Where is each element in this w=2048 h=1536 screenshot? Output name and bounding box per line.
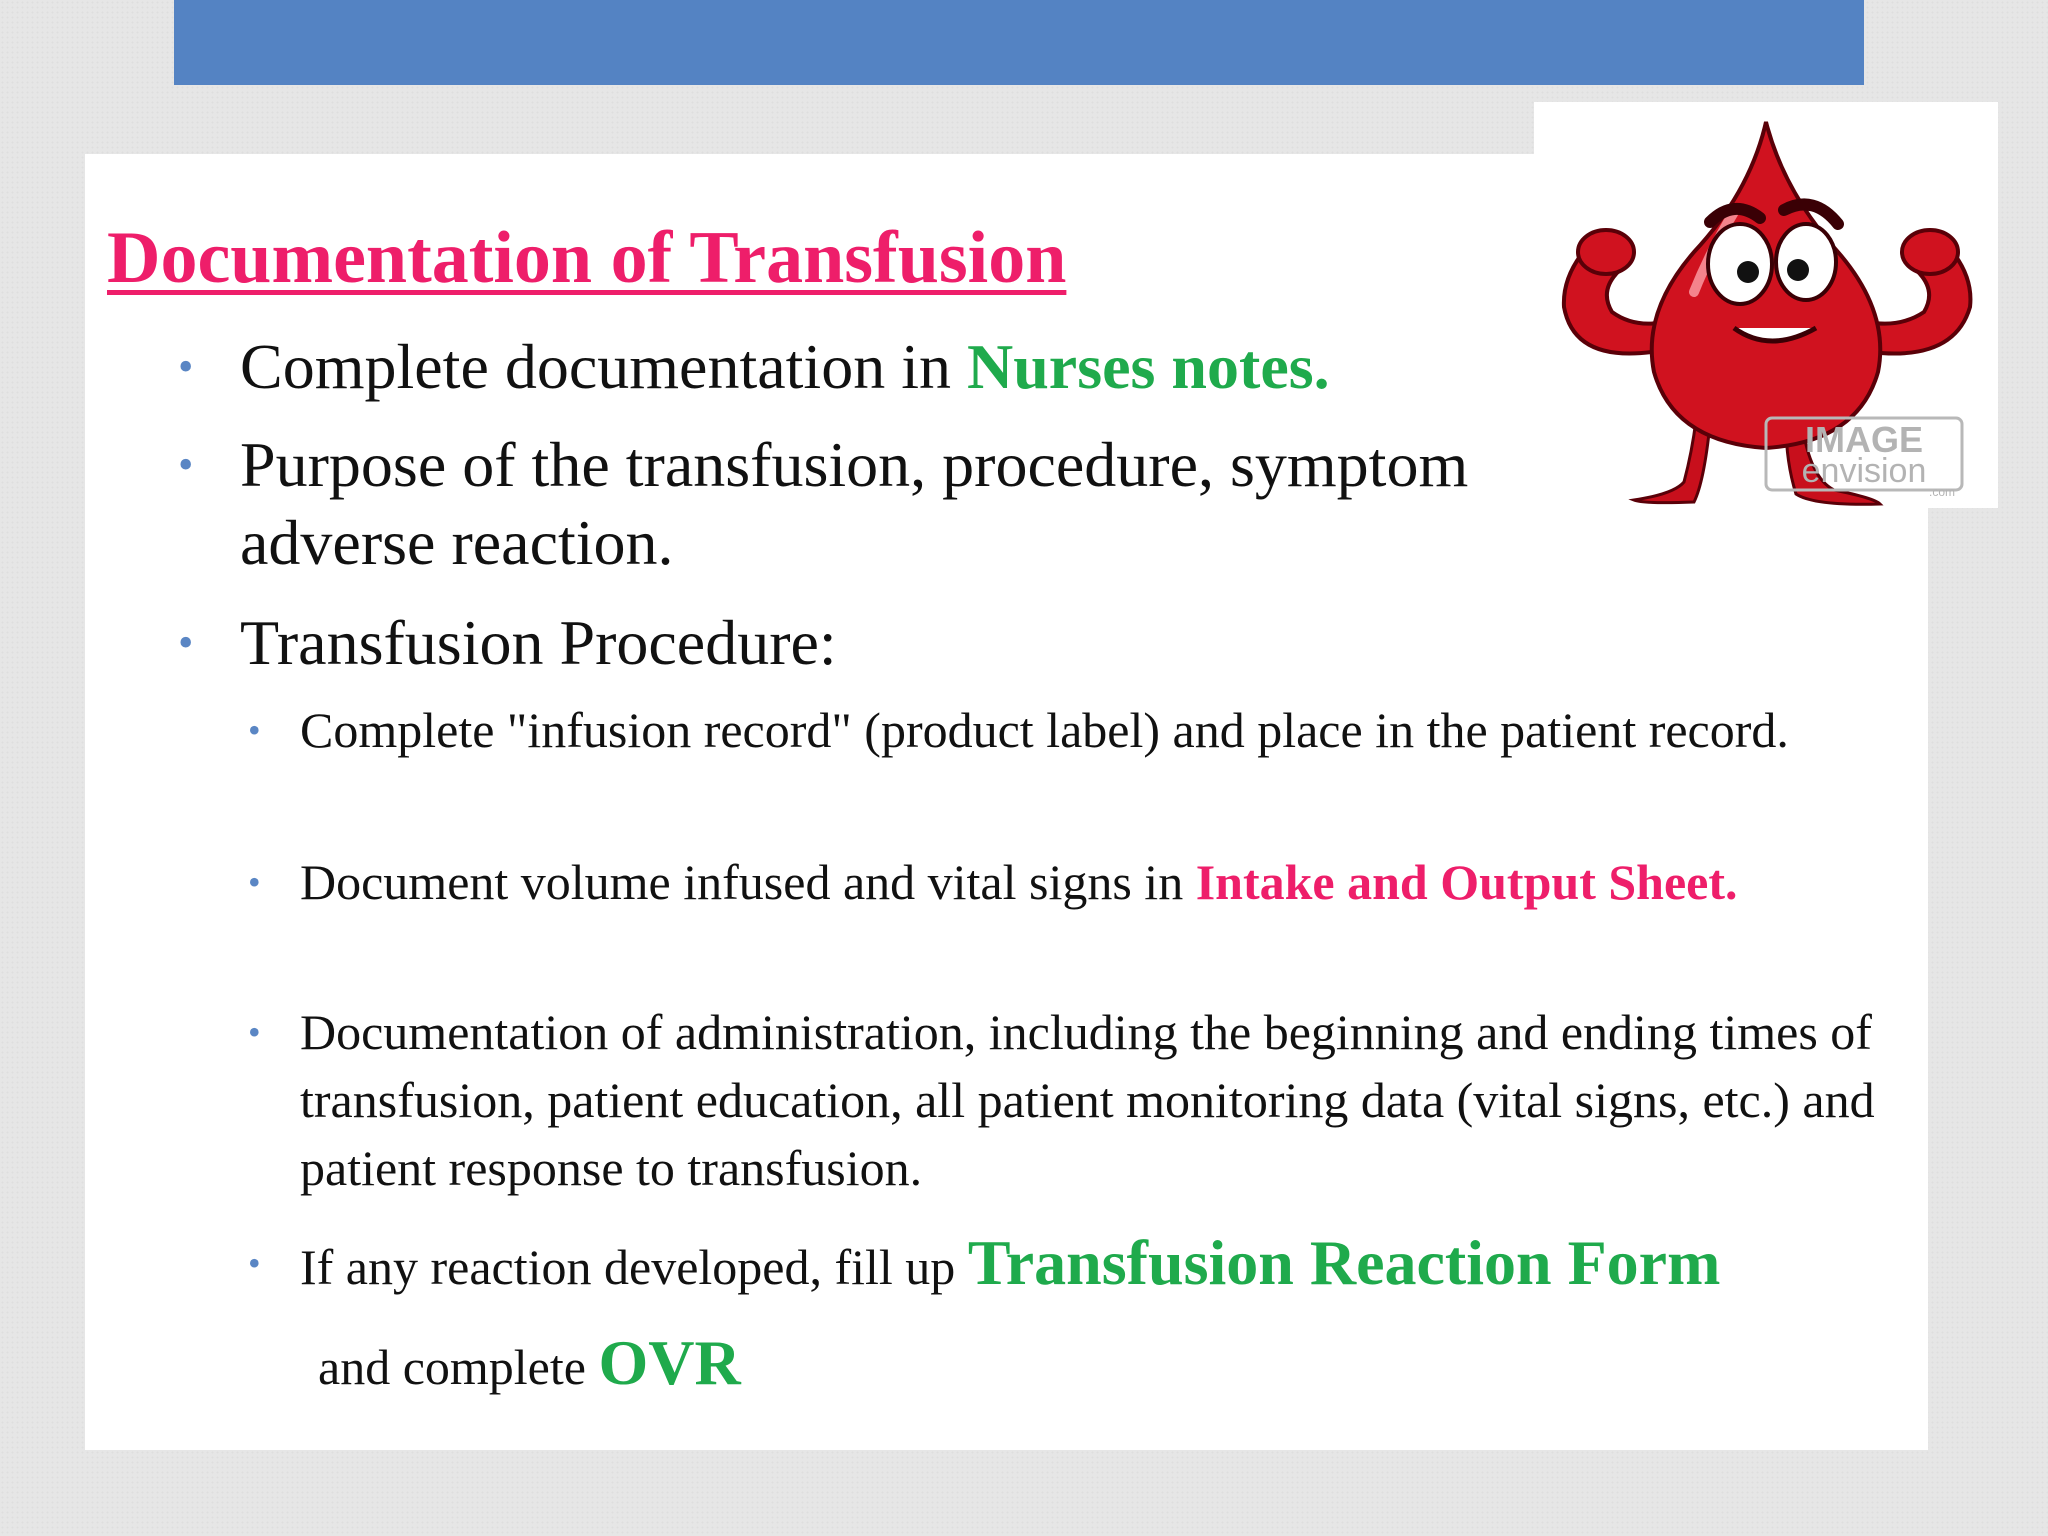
bullet-text: Transfusion Procedure: <box>240 607 837 678</box>
bullet-transfusion-procedure <box>178 604 1528 682</box>
watermark-text-3: .com <box>1928 485 1956 499</box>
bullet-dot: • <box>248 1243 261 1283</box>
sub-bullet-intake-output <box>248 848 1828 916</box>
slide-title: Documentation of Transfusion <box>107 217 1067 299</box>
bullet-dot: • <box>248 862 261 902</box>
bullet-dot: • <box>248 710 261 750</box>
bullet-dot: • <box>178 342 194 391</box>
bullet-dot: • <box>178 440 194 489</box>
bullet-text: Purpose of the transfusion, procedure, symptom <box>240 429 1469 500</box>
sub-bullet-text: If any reaction developed, fill up <box>300 1239 968 1295</box>
sub-bullet-infusion-record <box>248 696 1828 764</box>
sub-bullet-text: Documentation of administration, including the beginning and ending times of transfusion, patient education, all patient monitoring data (vital signs, etc.) and patient response to transfusion. <box>300 1004 1875 1196</box>
watermark-text: IMAGE <box>1804 419 1924 460</box>
sub-bullet-administration <box>248 998 1908 1202</box>
bullet-text-continued: adverse reaction. <box>240 507 674 578</box>
nurses-notes-highlight: Nurses notes. <box>966 331 1330 402</box>
intake-output-highlight: Intake and Output Sheet. <box>1195 854 1738 910</box>
bullet-dot: • <box>178 618 194 667</box>
bullet-text: Complete documentation in <box>240 331 967 402</box>
bullet-dot: • <box>248 1012 261 1052</box>
top-accent-bar <box>174 0 1864 85</box>
reaction-form-highlight: Transfusion Reaction Form <box>967 1227 1721 1298</box>
sub-bullet-text: Complete "infusion record" (product label) and place in the patient record. <box>300 702 1789 758</box>
ovr-highlight: OVR <box>598 1327 741 1398</box>
watermark-text-2: envision <box>1801 452 1927 490</box>
sub-bullet-text: Document volume infused and vital signs in <box>300 854 1196 910</box>
sub-bullet-text-continued: and complete <box>318 1339 599 1395</box>
sub-bullet-reaction-form <box>248 1228 1908 1402</box>
bullet-purpose <box>178 426 1528 582</box>
bullet-nurses-notes <box>178 328 1528 406</box>
blood-drop-mascot-image <box>1534 102 1998 508</box>
